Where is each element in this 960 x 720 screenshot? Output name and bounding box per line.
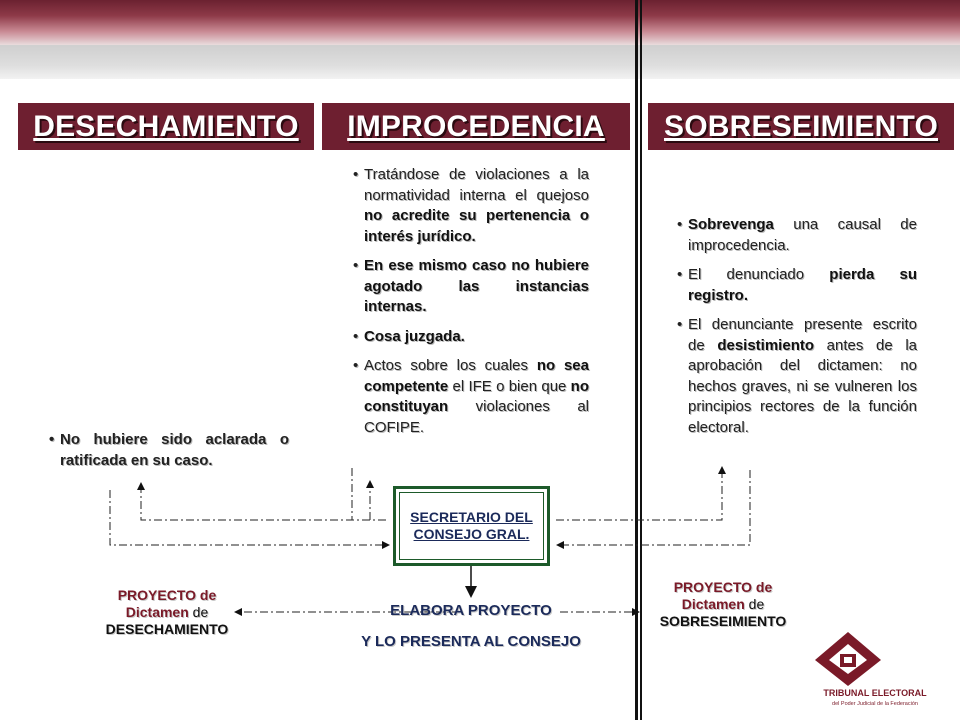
proyecto-type: DESECHAMIENTO bbox=[105, 621, 229, 637]
proyecto-line: PROYECTO de bbox=[673, 579, 773, 595]
proyecto-line: PROYECTO de bbox=[117, 587, 217, 603]
item-bold: no acredite su pertenencia o interés jurídico. bbox=[364, 207, 589, 245]
arrow-to-desechamiento bbox=[141, 486, 386, 520]
header-sobreseimiento: SOBRESEIMIENTO bbox=[648, 103, 954, 150]
item-bold: desistimiento bbox=[717, 336, 815, 354]
logo-name: TRIBUNAL ELECTORAL bbox=[823, 688, 927, 698]
item-text: El denunciado bbox=[688, 266, 830, 283]
tribunal-logo-icon bbox=[813, 630, 883, 686]
item-text: una causal de improcedencia. bbox=[688, 216, 917, 254]
secretario-box bbox=[393, 486, 550, 566]
secretario-label: SECRETARIO DEL CONSEJO GRAL. bbox=[399, 492, 544, 560]
header-improcedencia: IMPROCEDENCIA bbox=[322, 103, 630, 150]
proyecto-type: SOBRESEIMIENTO bbox=[659, 613, 787, 629]
logo-subtitle: del Poder Judicial de la Federación bbox=[832, 701, 918, 707]
item-text: antes de la aprobación del dictamen: no hechos graves, ni se vulneren los principios rectores de la función electoral. bbox=[688, 336, 917, 436]
elabora-proyecto-label: ELABORA PROYECTO bbox=[390, 602, 552, 619]
item-text: Actos sobre los cuales bbox=[364, 357, 537, 374]
proyecto-line bbox=[82, 604, 252, 621]
item-text: Tratándose de violaciones a la normatividad interna el quejoso bbox=[364, 166, 589, 204]
proyecto-dictamen: Dictamen bbox=[125, 604, 189, 620]
header-desechamiento: DESECHAMIENTO bbox=[18, 103, 314, 150]
item-text: El denunciante presente escrito de bbox=[688, 316, 917, 354]
presenta-consejo-label: Y LO PRESENTA AL CONSEJO bbox=[361, 633, 581, 650]
item-bold: no sea competente bbox=[364, 357, 589, 395]
proyecto-dictamen: Dictamen bbox=[681, 596, 745, 612]
item-bold: no constituyan bbox=[364, 377, 589, 415]
proyecto-de: de bbox=[188, 604, 209, 620]
proyecto-desechamiento bbox=[82, 587, 252, 638]
item-text: violaciones al COFIPE. bbox=[364, 398, 589, 436]
item-bold: En ese mismo caso no hubiere agotado las instancias internas. bbox=[364, 257, 589, 315]
proyecto-de: de bbox=[744, 596, 765, 612]
item-bold: Sobrevenga bbox=[688, 216, 774, 233]
item-bold: pierda su registro. bbox=[688, 266, 918, 304]
item-text: el IFE o bien que bbox=[448, 377, 571, 395]
proyecto-line bbox=[635, 596, 811, 613]
item-text: No hubiere sido aclarada o ratificada en su caso. bbox=[60, 431, 289, 469]
arrow-to-sobreseimiento bbox=[556, 470, 722, 520]
arrow-into-box-left bbox=[110, 490, 386, 545]
item-bold: Cosa juzgada. bbox=[364, 327, 465, 345]
proyecto-sobreseimiento bbox=[635, 579, 811, 630]
